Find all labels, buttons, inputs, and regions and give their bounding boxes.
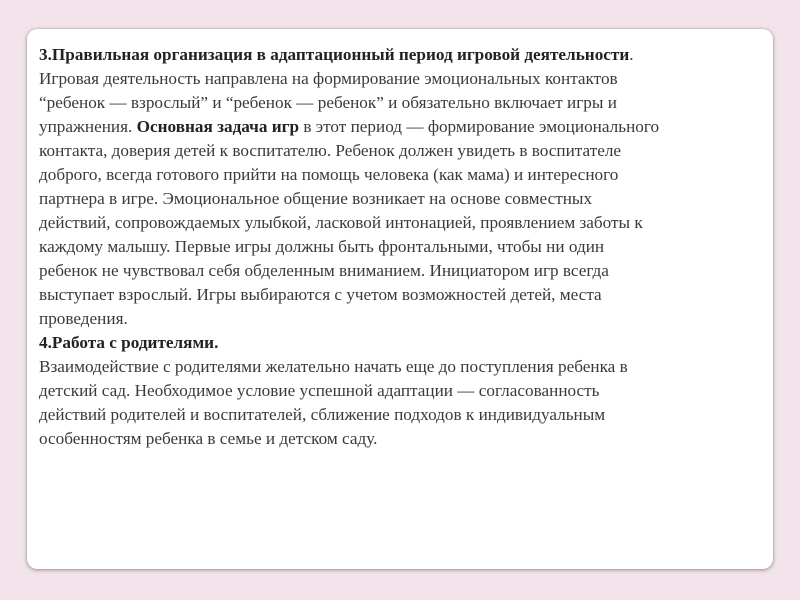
section-3-text: упражнения.	[39, 117, 137, 136]
section-3-text: в этот период — формирование эмоционального	[299, 117, 660, 136]
main-task-emphasis: Основная задача игр	[136, 117, 300, 136]
section-3-line: доброго, всегда готового прийти на помощь человека (как мама) и интересного	[39, 165, 619, 184]
section-3-heading-end: .	[629, 45, 634, 64]
section-4-line: действий родителей и воспитателей, сближение подходов к индивидуальным	[39, 405, 606, 424]
slide-text	[39, 43, 767, 451]
section-4-line: особенностям ребенка в семье и детском саду.	[39, 429, 378, 448]
section-3-line: “ребенок — взрослый” и “ребенок — ребенок” и обязательно включает игры и	[39, 93, 617, 112]
section-3-line	[39, 115, 767, 139]
section-3-line: действий, сопровождаемых улыбкой, ласковой интонацией, проявлением заботы к	[39, 213, 643, 232]
section-3-line: выступает взрослый. Игры выбираются с учетом возможностей детей, места	[39, 285, 602, 304]
section-3-line: партнера в игре. Эмоциональное общение возникает на основе совместных	[39, 189, 593, 208]
section-3-line: проведения.	[39, 309, 128, 328]
section-3-line: Игровая деятельность направлена на формирование эмоциональных контактов	[39, 69, 618, 88]
section-3-heading: Правильная организация в адаптационный период игровой деятельности	[51, 45, 630, 64]
section-4-number: 4.	[39, 333, 52, 352]
section-3-number: 3.	[39, 45, 52, 64]
section-3-line: контакта, доверия детей к воспитателю. Ребенок должен увидеть в воспитателе	[39, 141, 622, 160]
section-3-line: каждому малышу. Первые игры должны быть фронтальными, чтобы ни один	[39, 237, 605, 256]
section-4-heading-line	[39, 331, 767, 355]
section-3-line: ребенок не чувствовал себя обделенным вниманием. Инициатором игр всегда	[39, 261, 609, 280]
section-4-line: детский сад. Необходимое условие успешной адаптации — согласованность	[39, 381, 600, 400]
section-3-heading-line	[39, 43, 767, 67]
section-4-line: Взаимодействие с родителями желательно начать еще до поступления ребенка в	[39, 357, 628, 376]
section-4-heading: Работа с родителями.	[51, 333, 219, 352]
slide-card	[27, 29, 773, 569]
